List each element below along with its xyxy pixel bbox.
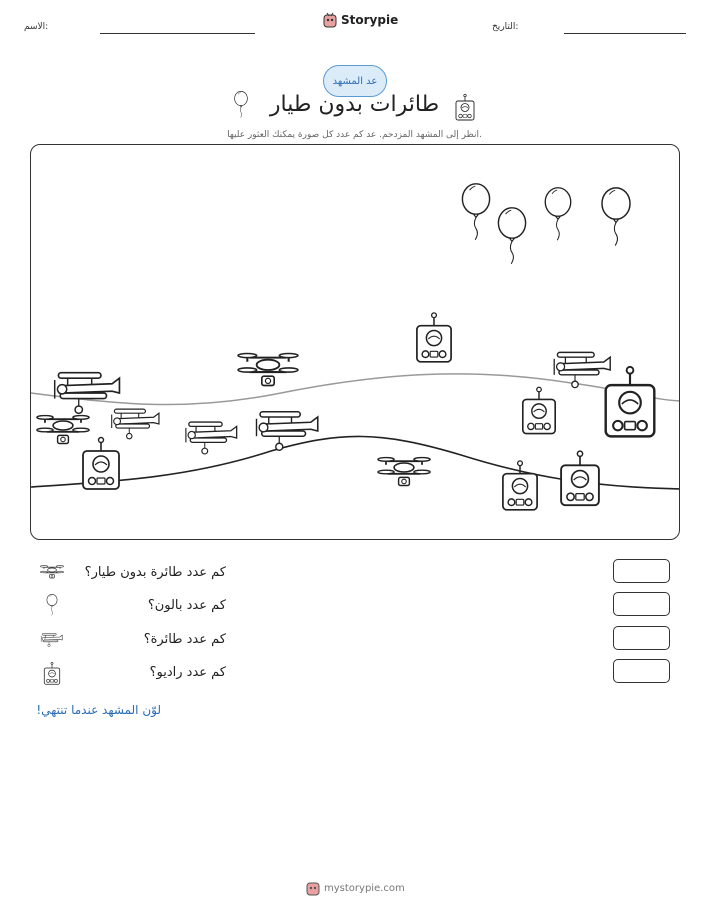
drone-3: [378, 458, 430, 486]
answer-box-drone[interactable]: [613, 559, 670, 583]
question-balloon: كم عدد بالون؟: [147, 598, 226, 613]
name-label: الاسم:: [24, 22, 49, 32]
radio-3: [606, 367, 655, 437]
scene-panel: [30, 144, 680, 540]
footer[interactable]: [306, 880, 405, 896]
footer-link[interactable]: mystorypie.com: [324, 882, 405, 894]
storypie-footer-icon: [306, 880, 320, 896]
drone-icon: [40, 560, 64, 584]
title-balloon-icon: [233, 91, 249, 121]
scene-count-badge: عد المشهد: [323, 65, 387, 97]
question-radio: كم عدد راديو؟: [149, 665, 226, 680]
instructions-text: انظر إلى المشهد المزدحم. عد كم عدد كل صورة يمكنك العثور عليها.: [227, 130, 482, 140]
question-drone: كم عدد طائرة بدون طيار؟: [84, 565, 226, 580]
balloon-2: [498, 208, 525, 264]
airplane-1: [55, 373, 120, 414]
question-airplane: كم عدد طائرة؟: [143, 632, 226, 647]
page-title: طائرات بدون طيار: [269, 92, 440, 117]
scene-drawing: [31, 145, 680, 540]
radio-1: [417, 313, 451, 362]
airplane-4: [257, 412, 318, 451]
back-hill: [31, 374, 680, 405]
title-radio-icon: [455, 94, 475, 122]
balloon-3: [545, 188, 571, 241]
coloring-note: لوّن المشهد عندما تنتهي!: [36, 703, 161, 717]
date-label: التاريخ:: [492, 22, 519, 32]
balloon-4: [602, 188, 630, 246]
logo-text: Storypie: [341, 13, 399, 27]
logo: [323, 12, 398, 28]
airplane-icon: [40, 628, 64, 652]
date-line[interactable]: [564, 33, 686, 34]
airplane-3: [186, 422, 237, 454]
drone-2: [37, 416, 89, 444]
balloon-icon: [40, 594, 64, 618]
radio-2: [523, 387, 555, 433]
answer-box-radio[interactable]: [613, 659, 670, 683]
answer-box-airplane[interactable]: [613, 626, 670, 650]
radio-6: [561, 451, 599, 505]
radio-4: [83, 438, 119, 490]
name-line[interactable]: [100, 33, 255, 34]
drone-1: [238, 353, 298, 385]
airplane-2: [112, 409, 159, 439]
storypie-logo-icon: [323, 12, 337, 28]
balloon-1: [462, 184, 489, 240]
answer-box-balloon[interactable]: [613, 592, 670, 616]
radio-icon: [40, 662, 64, 686]
